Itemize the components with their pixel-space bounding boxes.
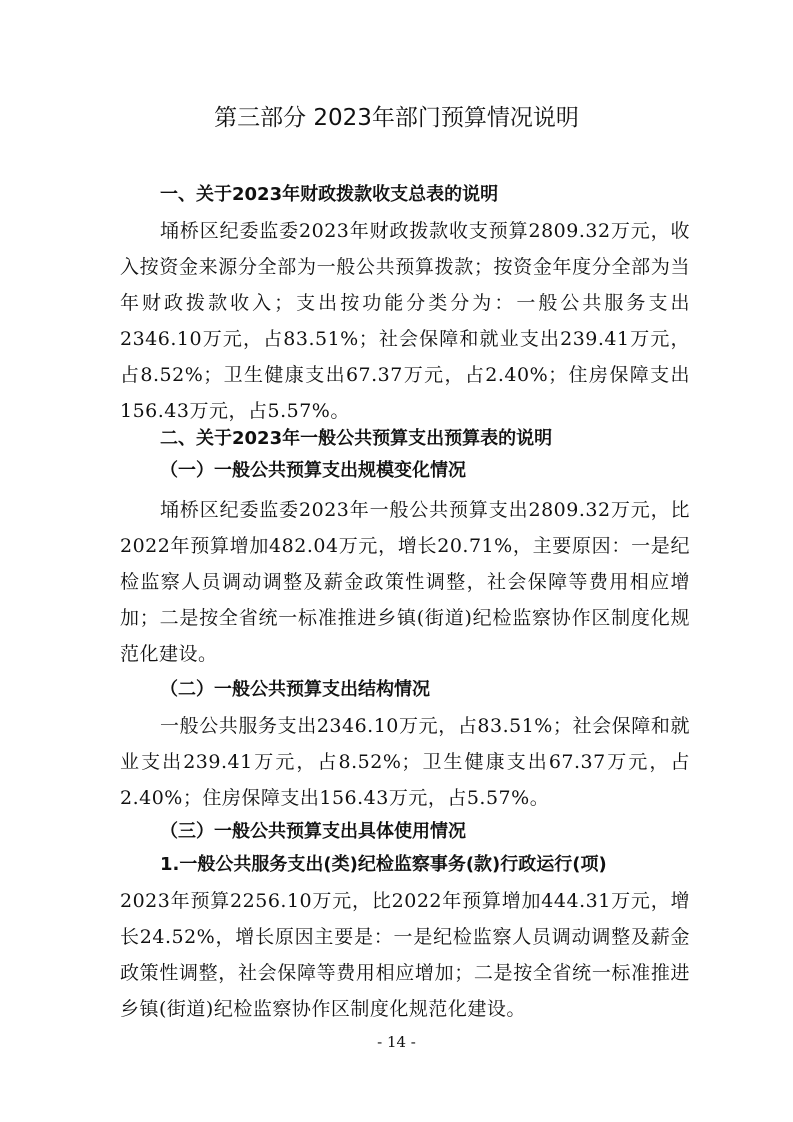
item-heading-1: 1.一般公共服务支出(类)纪检监察事务(款)行政运行(项): [160, 854, 607, 875]
section-heading-1: 一、关于2023年财政拨款收支总表的说明: [160, 184, 499, 205]
page-number: - 14 -: [377, 1033, 416, 1051]
section-heading-2: 二、关于2023年一般公共预算支出预算表的说明: [160, 428, 553, 449]
subsection-heading-3: （三）一般公共预算支出具体使用情况: [160, 821, 466, 842]
subsection-paragraph-1: 埇桥区纪委监委2023年一般公共预算支出2809.32万元，比2022年预算增加482.04万元，增长20.71%，主要原因：一是纪检监察人员调动调整及薪金政策性调整，社会保障等费用相应增加；二是按全省统一标准推进乡镇(街道)纪检监察协作区制度化规范化建设。: [120, 499, 690, 665]
section-paragraph-1: 埇桥区纪委监委2023年财政拨款收支预算2809.32万元，收入按资金来源分全部为一般公共预算拨款；按资金年度分全部为当年财政拨款收入；支出按功能分类分为：一般公共服务支出2346.10万元，占83.51%；社会保障和就业支出239.41万元，占8.52%；卫生健康支出67.37万元，占2.40%；住房保障支出156.43万元，占5.57%。: [120, 220, 690, 422]
subsection-paragraph-2: 一般公共服务支出2346.10万元，占83.51%；社会保障和就业支出239.41万元，占8.52%；卫生健康支出67.37万元，占2.40%；住房保障支出156.43万元，占5.57%。: [120, 715, 690, 809]
subsection-heading-1: （一）一般公共预算支出规模变化情况: [160, 460, 466, 481]
subsection-heading-2: （二）一般公共预算支出结构情况: [160, 679, 430, 700]
page-title: 第三部分 2023年部门预算情况说明: [214, 105, 579, 131]
item-paragraph-1: 2023年预算2256.10万元，比2022年预算增加444.31万元，增长24.52%，增长原因主要是：一是纪检监察人员调动调整及薪金政策性调整，社会保障等费用相应增加；二是按全省统一标准推进乡镇(街道)纪检监察协作区制度化规范化建设。: [120, 890, 690, 1020]
